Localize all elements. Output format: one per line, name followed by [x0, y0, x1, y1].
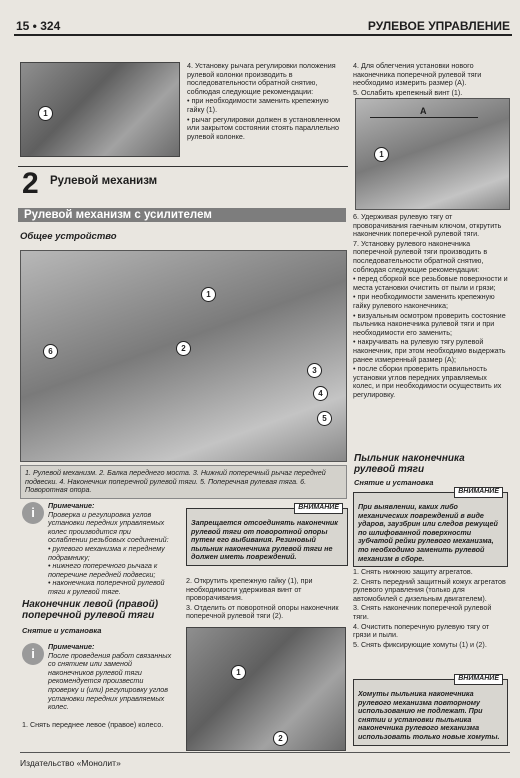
figure-callout: 1	[201, 287, 216, 302]
warning-text: Запрещается отсоединять наконечник рулевой тяги от поворотной опоры путем его выбивания. Резиновый пыльник наконечника рулевой тяги не должен иметь повреждений.	[191, 518, 338, 562]
tie-rod-measure-photo	[355, 98, 510, 210]
warning-box	[353, 488, 508, 567]
section-title: РУЛЕВОЕ УПРАВЛЕНИЕ	[367, 19, 510, 33]
step-item: 3. Отделить от поворотной опоры наконечник поперечной рулевой тяги (2).	[186, 602, 339, 621]
right-column-text	[353, 213, 508, 400]
text-paragraph: 5. Ослабить крепежный винт (1).	[353, 87, 463, 97]
warning-box	[353, 675, 508, 746]
warning-box	[186, 504, 348, 566]
column-lever-photo	[20, 62, 180, 157]
step-item: 2. Снять передний защитный кожух агрегатов рулевого управления (только для автомобилей с дизельным двигателем).	[353, 576, 506, 603]
step-item: 2. Открутить крепежную гайку (1), при необходимости удерживая винт от проворачивания.	[186, 576, 313, 603]
figure-callout: 3	[307, 363, 322, 378]
boot-steps	[353, 568, 508, 650]
section-heading: Рулевой механизм	[50, 175, 158, 187]
photo-callout: 1	[374, 147, 389, 162]
footer-rule	[20, 752, 510, 753]
section-header	[18, 166, 348, 199]
note-bullet: • рулевого механизма к переднему подрамнику;	[48, 543, 165, 562]
section-number: 2	[22, 167, 39, 200]
warning-tag: ВНИМАНИЕ	[294, 503, 343, 514]
text-bullet: • визуальным осмотром проверить состояние пыльника наконечника рулевой тяги и при необходимости его заменить;	[353, 310, 506, 337]
subsection-bar: Рулевой механизм с усилителем	[18, 208, 346, 222]
dimension-label: A	[420, 106, 427, 116]
note-title: Примечание:	[48, 642, 95, 651]
figure-callout: 5	[317, 411, 332, 426]
text-paragraph: 4. Установку рычага регулировки положения рулевой колонки производить в последовательности обратной снятию, соблюдая следующие рекомендации:	[187, 61, 336, 96]
photo-callout: 1	[231, 665, 246, 680]
warning-tag: ВНИМАНИЕ	[454, 487, 503, 498]
header-rule	[14, 34, 512, 36]
steering-column-text	[187, 62, 347, 142]
general-arrangement-heading: Общее устройство	[20, 231, 117, 242]
note-block	[48, 502, 172, 597]
step-item: 6. Удерживая рулевую тягу от проворачивания гаечным ключом, открутить наконечник поперечной рулевой тяги.	[353, 212, 502, 239]
warning-text: При выявлении, каких либо механических повреждений в виде ударов, заузбрин или следов режущей по шлифованной поверхности зубчатой рейки рулевого механизма, то необходимо заменить рулевой механизм в сборе.	[358, 502, 498, 563]
text-bullet: • рычаг регулировки должен в установленном или закрытом состоянии стоять параллельно рулевой колонке.	[187, 114, 341, 141]
tie-rod-end-heading: Наконечник левой (правой) поперечной рулевой тяги	[22, 599, 159, 621]
text-bullet: • при необходимости заменить крепежную гайку рулевого наконечника;	[353, 292, 495, 310]
boot-heading: Пыльник наконечника рулевой тяги	[354, 453, 465, 475]
figure-caption: 1. Рулевой механизм. 2. Балка переднего моста. 3. Нижний поперечный рычаг передней подвески. 4. Наконечник поперечной рулевой тяги. 5. Поперечная рулевая тяга. 6. Поворотная опора.	[20, 465, 347, 499]
removal-heading: Снятие и установка	[22, 626, 102, 635]
step-item: 4. Очистить поперечную рулевую тягу от грязи и пыли.	[353, 621, 490, 640]
note-text: После проведения работ связанных со снятием или заменой наконечников рулевой тяги рекомендуется произвести проверку и (или) регулировку углов установки передних управляемых колес.	[48, 650, 172, 712]
figure-callout: 6	[43, 344, 58, 359]
step-one: 1. Снять переднее левое (правое) колесо.	[22, 720, 164, 729]
text-bullet: • при необходимости заменить крепежную гайку (1).	[187, 96, 329, 114]
step-item: 1. Снять нижнюю защиту агрегатов.	[353, 567, 473, 576]
note-block	[48, 643, 172, 712]
steering-mechanism-figure	[20, 250, 347, 462]
warning-text: Хомуты пыльника наконечника рулевого механизма повторному использованию не подлежат. При снятии и установки пыльника наконечника рулевого механизма использовать только новые хомуты.	[358, 689, 500, 741]
dimension-line	[370, 117, 478, 118]
note-title: Примечание:	[48, 501, 95, 510]
text-bullet: • после сборки проверить правильность установки углов передних управляемых колес, и при необходимости осуществить их регулировку.	[353, 364, 502, 399]
note-icon: i	[22, 502, 44, 524]
figure-callout: 2	[176, 341, 191, 356]
text-bullet: • перед сборкой все резьбовые поверхности и места установки очистить от пыли и грязи;	[353, 274, 508, 292]
photo-callout: 2	[273, 731, 288, 746]
figure-callout: 4	[313, 386, 328, 401]
steps-text	[186, 577, 341, 622]
removal-heading: Снятие и установка	[354, 478, 434, 487]
note-icon: i	[22, 643, 44, 665]
note-bullet: • наконечника поперечной рулевой тяги к рулевой тяге.	[48, 578, 165, 596]
page-number: 15 • 324	[16, 19, 61, 33]
tie-rod-end-photo	[186, 627, 346, 751]
step-item: 7. Установку рулевого наконечника поперечной рулевой тяги производить в последовательности обратной снятию, соблюдая следующие рекомендации:	[353, 238, 488, 274]
note-bullet: • нижнего поперечного рычага к поперечине передней подвески;	[48, 561, 158, 579]
photo-callout: 1	[38, 106, 53, 121]
warning-tag: ВНИМАНИЕ	[454, 674, 503, 685]
note-text: Проверка и регулировка углов установки передних управляемых колес производится при ослаблении резьбовых соединений:	[48, 509, 169, 545]
text-paragraph: 4. Для облегчения установки нового наконечника поперечной рулевой тяги необходимо измерить размер (A).	[353, 61, 482, 88]
step-item: 5. Снять фиксирующие хомуты (1) и (2).	[353, 639, 487, 649]
text-bullet: • накручивать на рулевую тягу рулевой наконечник, при этом необходимо выдержать ранее измеренный размер (A);	[353, 337, 506, 364]
tie-rod-measure-text	[353, 62, 508, 98]
step-item: 3. Снять наконечник поперечной рулевой тяги.	[353, 603, 492, 621]
publisher-footer: Издательство «Монолит»	[20, 758, 121, 768]
